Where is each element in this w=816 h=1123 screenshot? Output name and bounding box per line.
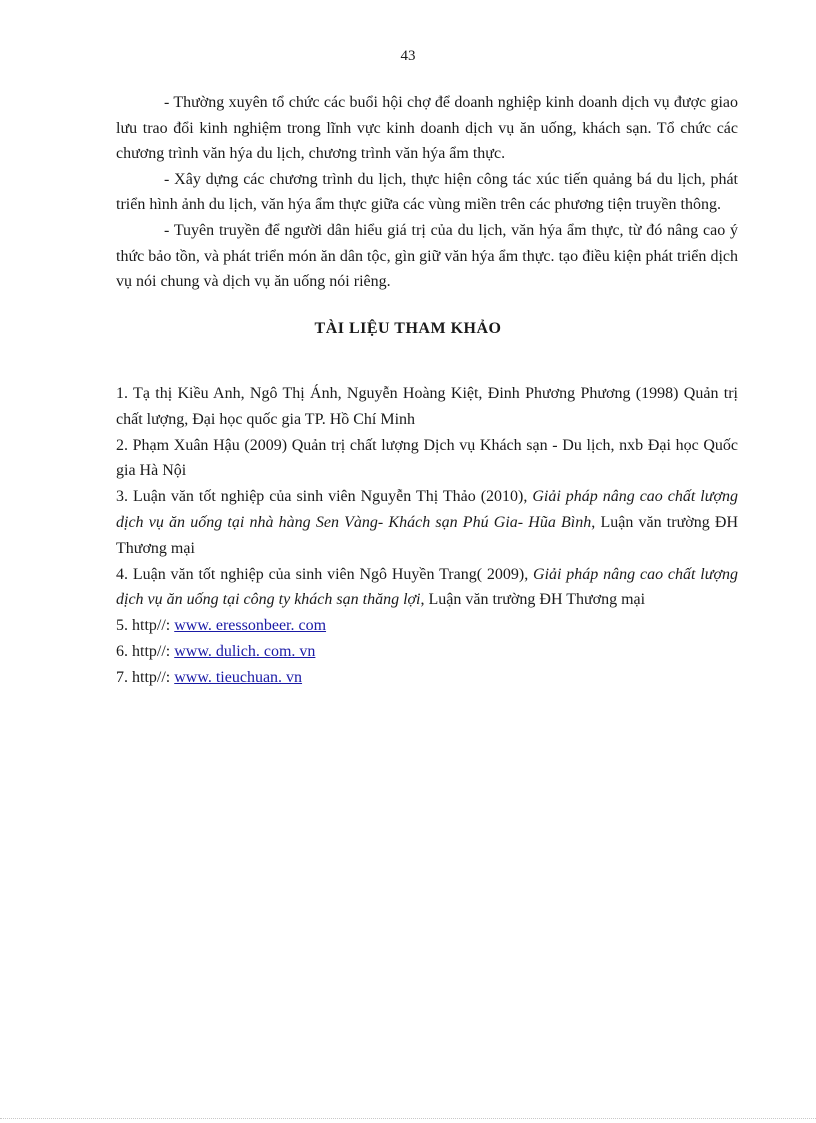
reference-text: 5. http//: — [116, 617, 175, 635]
reference-item — [116, 639, 738, 665]
page-edge-divider — [0, 1118, 816, 1119]
reference-text: , Luận văn trường ĐH Thương mại — [420, 591, 646, 609]
reference-link[interactable]: www. tieuchuan. vn — [174, 668, 303, 686]
reference-item — [116, 665, 738, 691]
reference-item: 1. Tạ thị Kiều Anh, Ngô Thị Ánh, Nguyễn Hoàng Kiệt, Đinh Phương Phương (1998) Quản trị chất lượng, Đại học quốc gia TP. Hồ Chí Minh — [116, 385, 738, 428]
reference-text: 6. http//: — [116, 642, 175, 660]
reference-text: 7. http//: — [116, 668, 175, 686]
paragraph: - Thường xuyên tổ chức các buổi hội chợ để doanh nghiệp kinh doanh dịch vụ được giao lưu trao đổi kinh nghiệm trong lĩnh vực kinh doanh dịch vụ ăn uống, khách sạn. Tổ chức các chương trình văn hýa du lịch, chương trình văn hýa ẩm thực. — [116, 94, 738, 163]
reference-item — [116, 562, 738, 614]
reference-text: , Luận văn trường ĐH Thương mại — [116, 513, 738, 557]
paragraph: - Xây dựng các chương trình du lịch, thực hiện công tác xúc tiến quảng bá du lịch, phát triển hình ảnh du lịch, văn hýa ẩm thực giữa các vùng miền trên các phương tiện truyền thông. — [116, 170, 738, 214]
reference-title: Giải pháp nâng cao chất lượng dịch vụ ăn uống tại công ty khách sạn thăng lợi — [116, 565, 738, 609]
body-text — [116, 90, 738, 295]
reference-text: 3. Luận văn tốt nghiệp của sinh viên Nguyễn Thị Thảo (2010), — [116, 488, 533, 506]
reference-list — [116, 381, 738, 691]
page-number: 43 — [400, 48, 416, 64]
reference-item: 2. Phạm Xuân Hậu (2009) Quản trị chất lượng Dịch vụ Khách sạn - Du lịch, nxb Đại học Quốc gia Hà Nội — [116, 436, 738, 480]
reference-text: 4. Luận văn tốt nghiệp của sinh viên Ngô Huyền Trang( 2009), — [116, 565, 534, 583]
reference-link[interactable]: www. eressonbeer. com — [174, 617, 327, 635]
reference-item — [116, 484, 738, 561]
references-heading: TÀI LIỆU THAM KHẢO — [314, 320, 502, 337]
reference-title: Giải pháp nâng cao chất lượng dịch vụ ăn uống tại nhà hàng Sen Vàng- Khách sạn Phú Gia- Hũa Bình — [116, 488, 738, 531]
reference-item — [116, 613, 738, 639]
paragraph: - Tuyên truyền để người dân hiểu giá trị của du lịch, văn hýa ẩm thực, từ đó nâng cao ý thức bảo tồn, và phát triển món ăn dân tộc, gìn giữ văn hýa ẩm thực. tạo điều kiện phát triển dịch vụ nói chung và dịch vụ ăn uống nói riêng. — [116, 221, 738, 291]
reference-link[interactable]: www. dulich. com. vn — [174, 642, 316, 660]
